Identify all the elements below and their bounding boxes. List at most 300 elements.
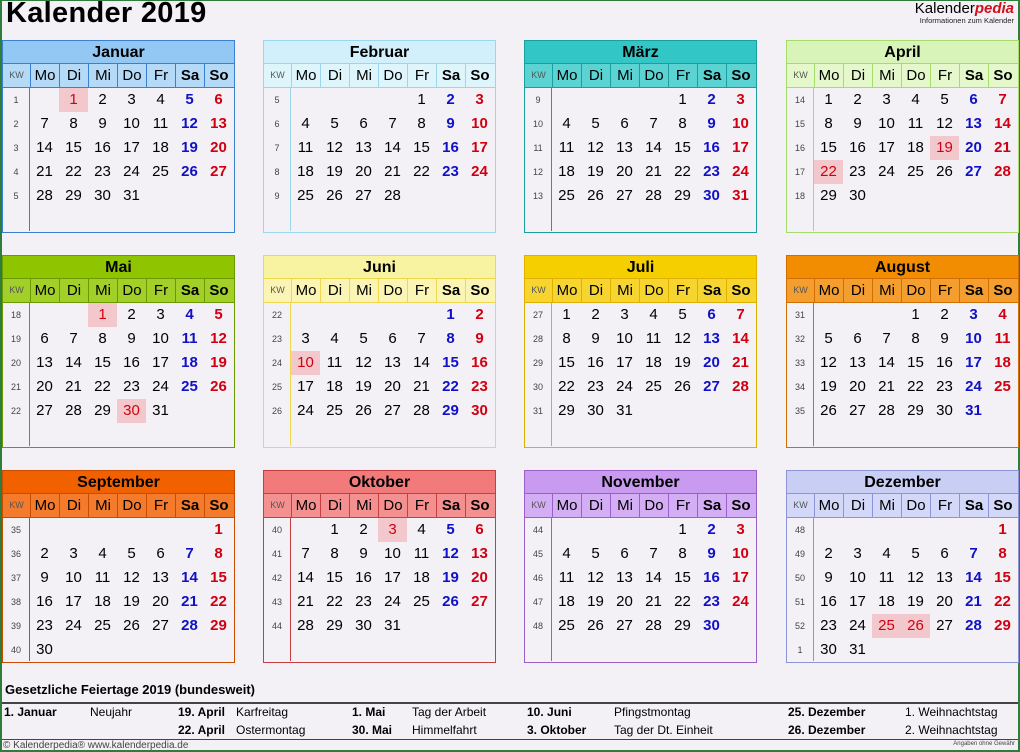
day-cell[interactable]: 16 <box>123 354 140 371</box>
day-cell[interactable]: 22 <box>674 163 691 180</box>
day-cell[interactable]: 21 <box>413 378 430 395</box>
day-cell[interactable]: 1 <box>678 91 687 108</box>
day-cell[interactable]: 13 <box>471 545 488 562</box>
day-cell[interactable]: 20 <box>471 569 488 586</box>
day-cell[interactable]: 24 <box>732 593 749 610</box>
day-cell[interactable]: 24 <box>965 378 982 395</box>
day-cell[interactable]: 11 <box>558 569 575 586</box>
day-cell[interactable]: 7 <box>998 91 1007 108</box>
day-cell[interactable]: 2 <box>40 545 49 562</box>
day-cell[interactable]: 24 <box>384 593 401 610</box>
day-cell[interactable]: 23 <box>94 163 111 180</box>
day-cell[interactable]: 9 <box>707 115 716 132</box>
day-cell[interactable]: 4 <box>562 545 571 562</box>
day-cell[interactable]: 13 <box>616 139 633 156</box>
day-cell[interactable]: 3 <box>620 306 629 323</box>
day-cell[interactable]: 23 <box>36 617 53 634</box>
day-cell[interactable]: 7 <box>388 115 397 132</box>
day-cell[interactable]: 27 <box>471 593 488 610</box>
day-cell[interactable]: 18 <box>645 354 662 371</box>
day-cell[interactable]: 3 <box>156 306 165 323</box>
day-cell[interactable]: 2 <box>707 91 716 108</box>
day-cell[interactable]: 28 <box>413 402 430 419</box>
day-cell[interactable]: 12 <box>181 115 198 132</box>
day-cell[interactable]: 7 <box>969 545 978 562</box>
day-cell[interactable]: 19 <box>210 354 227 371</box>
day-cell[interactable]: 2 <box>127 306 136 323</box>
day-cell[interactable]: 5 <box>214 306 223 323</box>
day-cell[interactable]: 17 <box>965 354 982 371</box>
day-cell[interactable]: 30 <box>94 187 111 204</box>
day-cell[interactable]: 26 <box>674 378 691 395</box>
day-cell[interactable]: 9 <box>40 569 49 586</box>
day-cell[interactable]: 22 <box>558 378 575 395</box>
day-cell[interactable]: 5 <box>678 306 687 323</box>
day-cell[interactable]: 22 <box>210 593 227 610</box>
day-cell[interactable]: 5 <box>940 91 949 108</box>
day-cell[interactable]: 24 <box>878 163 895 180</box>
day-cell[interactable]: 15 <box>413 139 430 156</box>
day-cell[interactable]: 17 <box>616 354 633 371</box>
day-cell[interactable]: 4 <box>330 330 339 347</box>
day-cell[interactable]: 30 <box>936 402 953 419</box>
day-cell[interactable]: 11 <box>413 545 430 562</box>
day-cell[interactable]: 14 <box>36 139 53 156</box>
day-cell[interactable]: 11 <box>181 330 198 347</box>
day-cell[interactable]: 11 <box>558 139 575 156</box>
day-cell[interactable]: 5 <box>330 115 339 132</box>
day-cell[interactable]: 30 <box>355 617 372 634</box>
day-cell[interactable]: 5 <box>824 330 833 347</box>
day-cell[interactable]: 25 <box>413 593 430 610</box>
day-cell[interactable]: 4 <box>185 306 194 323</box>
day-cell[interactable]: 2 <box>940 306 949 323</box>
day-cell[interactable]: 17 <box>384 569 401 586</box>
day-cell[interactable]: 31 <box>123 187 140 204</box>
day-cell[interactable]: 7 <box>185 545 194 562</box>
day-cell[interactable]: 26 <box>326 187 343 204</box>
day-cell[interactable]: 2 <box>98 91 107 108</box>
day-cell[interactable]: 18 <box>152 139 169 156</box>
day-cell[interactable]: 21 <box>645 593 662 610</box>
day-cell[interactable]: 24 <box>849 617 866 634</box>
day-cell[interactable]: 10 <box>384 545 401 562</box>
day-cell[interactable]: 8 <box>69 115 78 132</box>
day-cell[interactable]: 19 <box>820 378 837 395</box>
day-cell[interactable]: 8 <box>214 545 223 562</box>
day-cell[interactable]: 6 <box>620 545 629 562</box>
day-cell[interactable]: 4 <box>649 306 658 323</box>
day-cell[interactable]: 23 <box>936 378 953 395</box>
day-cell[interactable]: 22 <box>65 163 82 180</box>
day-cell[interactable]: 17 <box>297 378 314 395</box>
day-cell[interactable]: 7 <box>649 115 658 132</box>
day-cell[interactable]: 16 <box>442 139 459 156</box>
day-cell[interactable]: 2 <box>446 91 455 108</box>
day-cell[interactable]: 24 <box>471 163 488 180</box>
day-cell[interactable]: 22 <box>907 378 924 395</box>
day-cell[interactable]: 6 <box>388 330 397 347</box>
day-cell[interactable]: 18 <box>326 378 343 395</box>
day-cell[interactable]: 21 <box>36 163 53 180</box>
day-cell[interactable]: 2 <box>475 306 484 323</box>
day-cell[interactable]: 13 <box>616 569 633 586</box>
day-cell[interactable]: 14 <box>645 569 662 586</box>
day-cell[interactable]: 6 <box>707 306 716 323</box>
day-cell[interactable]: 14 <box>732 330 749 347</box>
day-cell[interactable]: 1 <box>214 521 223 538</box>
day-cell[interactable]: 17 <box>732 139 749 156</box>
day-cell[interactable]: 16 <box>936 354 953 371</box>
day-cell[interactable]: 11 <box>297 139 314 156</box>
day-cell[interactable]: 10 <box>123 115 140 132</box>
day-cell[interactable]: 7 <box>301 545 310 562</box>
day-cell[interactable]: 19 <box>181 139 198 156</box>
day-cell[interactable]: 9 <box>127 330 136 347</box>
day-cell[interactable]: 29 <box>210 617 227 634</box>
day-cell[interactable]: 28 <box>297 617 314 634</box>
day-cell[interactable]: 1 <box>998 521 1007 538</box>
day-cell[interactable]: 20 <box>36 378 53 395</box>
day-cell[interactable]: 24 <box>616 378 633 395</box>
day-cell[interactable]: 10 <box>849 569 866 586</box>
day-cell[interactable]: 14 <box>297 569 314 586</box>
day-cell[interactable]: 4 <box>156 91 165 108</box>
day-cell[interactable]: 7 <box>417 330 426 347</box>
day-cell[interactable]: 19 <box>326 163 343 180</box>
day-cell[interactable]: 4 <box>911 91 920 108</box>
day-cell[interactable]: 28 <box>36 187 53 204</box>
day-cell[interactable]: 23 <box>703 593 720 610</box>
day-cell[interactable]: 20 <box>965 139 982 156</box>
day-cell[interactable]: 19 <box>907 593 924 610</box>
day-cell[interactable]: 4 <box>998 306 1007 323</box>
day-cell[interactable]: 28 <box>878 402 895 419</box>
day-cell[interactable]: 14 <box>878 354 895 371</box>
kalenderpedia-logo[interactable] <box>915 1 1014 25</box>
day-cell[interactable]: 19 <box>674 354 691 371</box>
day-cell[interactable]: 26 <box>936 163 953 180</box>
day-cell[interactable]: 8 <box>330 545 339 562</box>
day-cell[interactable]: 16 <box>471 354 488 371</box>
day-cell[interactable]: 27 <box>384 402 401 419</box>
day-cell[interactable]: 31 <box>616 402 633 419</box>
day-cell[interactable]: 2 <box>853 91 862 108</box>
day-cell[interactable]: 22 <box>994 593 1011 610</box>
day-cell[interactable]: 19 <box>587 163 604 180</box>
day-cell[interactable]: 3 <box>69 545 78 562</box>
day-cell[interactable]: 21 <box>65 378 82 395</box>
day-cell[interactable]: 14 <box>181 569 198 586</box>
day-cell[interactable]: 19 <box>355 378 372 395</box>
day-cell[interactable]: 6 <box>940 545 949 562</box>
day-cell[interactable]: 16 <box>36 593 53 610</box>
day-cell[interactable]: 20 <box>616 163 633 180</box>
day-cell[interactable]: 10 <box>152 330 169 347</box>
day-cell[interactable]: 3 <box>736 521 745 538</box>
day-cell[interactable]: 30 <box>117 399 146 423</box>
day-cell[interactable]: 3 <box>378 518 407 542</box>
day-cell[interactable]: 17 <box>152 354 169 371</box>
day-cell[interactable]: 18 <box>297 163 314 180</box>
day-cell[interactable]: 3 <box>475 91 484 108</box>
day-cell[interactable]: 24 <box>123 163 140 180</box>
day-cell[interactable]: 13 <box>210 115 227 132</box>
day-cell[interactable]: 5 <box>911 545 920 562</box>
day-cell[interactable]: 10 <box>965 330 982 347</box>
day-cell[interactable]: 1 <box>417 91 426 108</box>
day-cell[interactable]: 4 <box>98 545 107 562</box>
day-cell[interactable]: 13 <box>965 115 982 132</box>
day-cell[interactable]: 15 <box>994 569 1011 586</box>
day-cell[interactable]: 16 <box>703 139 720 156</box>
day-cell[interactable]: 26 <box>181 163 198 180</box>
day-cell[interactable]: 25 <box>94 617 111 634</box>
day-cell[interactable]: 12 <box>123 569 140 586</box>
day-cell[interactable]: 27 <box>616 187 633 204</box>
day-cell[interactable]: 18 <box>994 354 1011 371</box>
day-cell[interactable]: 9 <box>446 115 455 132</box>
day-cell[interactable]: 8 <box>998 545 1007 562</box>
day-cell[interactable]: 7 <box>736 306 745 323</box>
day-cell[interactable]: 26 <box>901 614 930 638</box>
day-cell[interactable]: 16 <box>355 569 372 586</box>
day-cell[interactable]: 25 <box>326 402 343 419</box>
day-cell[interactable]: 20 <box>355 163 372 180</box>
day-cell[interactable]: 6 <box>214 91 223 108</box>
day-cell[interactable]: 13 <box>384 354 401 371</box>
day-cell[interactable]: 30 <box>703 617 720 634</box>
day-cell[interactable]: 18 <box>181 354 198 371</box>
day-cell[interactable]: 1 <box>446 306 455 323</box>
day-cell[interactable]: 12 <box>820 354 837 371</box>
day-cell[interactable]: 16 <box>703 569 720 586</box>
day-cell[interactable]: 13 <box>36 354 53 371</box>
day-cell[interactable]: 25 <box>181 378 198 395</box>
day-cell[interactable]: 15 <box>820 139 837 156</box>
day-cell[interactable]: 9 <box>824 569 833 586</box>
day-cell[interactable]: 12 <box>674 330 691 347</box>
day-cell[interactable]: 30 <box>820 641 837 658</box>
day-cell[interactable]: 3 <box>853 545 862 562</box>
day-cell[interactable]: 8 <box>678 545 687 562</box>
day-cell[interactable]: 15 <box>674 569 691 586</box>
day-cell[interactable]: 15 <box>907 354 924 371</box>
day-cell[interactable]: 24 <box>732 163 749 180</box>
day-cell[interactable]: 31 <box>384 617 401 634</box>
day-cell[interactable]: 25 <box>152 163 169 180</box>
day-cell[interactable]: 8 <box>911 330 920 347</box>
day-cell[interactable]: 5 <box>591 545 600 562</box>
day-cell[interactable]: 3 <box>882 91 891 108</box>
day-cell[interactable]: 29 <box>674 187 691 204</box>
copyright[interactable]: © Kalenderpedia® www.kalenderpedia.de <box>3 740 189 751</box>
day-cell[interactable]: 5 <box>185 91 194 108</box>
day-cell[interactable]: 29 <box>820 187 837 204</box>
day-cell[interactable]: 5 <box>359 330 368 347</box>
day-cell[interactable]: 25 <box>872 614 901 638</box>
day-cell[interactable]: 31 <box>849 641 866 658</box>
day-cell[interactable]: 21 <box>297 593 314 610</box>
day-cell[interactable]: 18 <box>558 593 575 610</box>
day-cell[interactable]: 10 <box>732 545 749 562</box>
day-cell[interactable]: 1 <box>824 91 833 108</box>
day-cell[interactable]: 12 <box>587 139 604 156</box>
day-cell[interactable]: 6 <box>359 115 368 132</box>
day-cell[interactable]: 24 <box>297 402 314 419</box>
day-cell[interactable]: 26 <box>355 402 372 419</box>
day-cell[interactable]: 17 <box>878 139 895 156</box>
day-cell[interactable]: 23 <box>849 163 866 180</box>
day-cell[interactable]: 12 <box>210 330 227 347</box>
day-cell[interactable]: 9 <box>707 545 716 562</box>
day-cell[interactable]: 23 <box>442 163 459 180</box>
day-cell[interactable]: 23 <box>123 378 140 395</box>
day-cell[interactable]: 20 <box>936 593 953 610</box>
day-cell[interactable]: 19 <box>930 136 959 160</box>
day-cell[interactable]: 4 <box>417 521 426 538</box>
day-cell[interactable]: 8 <box>446 330 455 347</box>
day-cell[interactable]: 13 <box>703 330 720 347</box>
day-cell[interactable]: 16 <box>94 139 111 156</box>
day-cell[interactable]: 22 <box>814 160 843 184</box>
day-cell[interactable]: 25 <box>645 378 662 395</box>
day-cell[interactable]: 14 <box>65 354 82 371</box>
day-cell[interactable]: 21 <box>732 354 749 371</box>
day-cell[interactable]: 25 <box>558 617 575 634</box>
day-cell[interactable]: 23 <box>355 593 372 610</box>
day-cell[interactable]: 3 <box>301 330 310 347</box>
day-cell[interactable]: 19 <box>587 593 604 610</box>
day-cell[interactable]: 1 <box>562 306 571 323</box>
day-cell[interactable]: 7 <box>69 330 78 347</box>
day-cell[interactable]: 1 <box>678 521 687 538</box>
day-cell[interactable]: 16 <box>587 354 604 371</box>
day-cell[interactable]: 21 <box>384 163 401 180</box>
day-cell[interactable]: 15 <box>674 139 691 156</box>
day-cell[interactable]: 28 <box>181 617 198 634</box>
day-cell[interactable]: 9 <box>591 330 600 347</box>
day-cell[interactable]: 12 <box>907 569 924 586</box>
day-cell[interactable]: 27 <box>849 402 866 419</box>
day-cell[interactable]: 30 <box>471 402 488 419</box>
day-cell[interactable]: 11 <box>94 569 111 586</box>
day-cell[interactable]: 20 <box>210 139 227 156</box>
day-cell[interactable]: 29 <box>326 617 343 634</box>
day-cell[interactable]: 8 <box>562 330 571 347</box>
day-cell[interactable]: 19 <box>442 569 459 586</box>
day-cell[interactable]: 29 <box>674 617 691 634</box>
day-cell[interactable]: 19 <box>123 593 140 610</box>
day-cell[interactable]: 17 <box>732 569 749 586</box>
day-cell[interactable]: 9 <box>475 330 484 347</box>
day-cell[interactable]: 21 <box>965 593 982 610</box>
day-cell[interactable]: 9 <box>940 330 949 347</box>
day-cell[interactable]: 25 <box>907 163 924 180</box>
day-cell[interactable]: 17 <box>849 593 866 610</box>
day-cell[interactable]: 24 <box>152 378 169 395</box>
day-cell[interactable]: 30 <box>849 187 866 204</box>
day-cell[interactable]: 26 <box>210 378 227 395</box>
day-cell[interactable]: 27 <box>703 378 720 395</box>
day-cell[interactable]: 26 <box>587 617 604 634</box>
day-cell[interactable]: 1 <box>88 303 117 327</box>
day-cell[interactable]: 23 <box>820 617 837 634</box>
day-cell[interactable]: 25 <box>558 187 575 204</box>
day-cell[interactable]: 30 <box>703 187 720 204</box>
day-cell[interactable]: 17 <box>65 593 82 610</box>
day-cell[interactable]: 20 <box>703 354 720 371</box>
day-cell[interactable]: 26 <box>820 402 837 419</box>
day-cell[interactable]: 10 <box>471 115 488 132</box>
day-cell[interactable]: 29 <box>558 402 575 419</box>
day-cell[interactable]: 6 <box>620 115 629 132</box>
day-cell[interactable]: 28 <box>384 187 401 204</box>
day-cell[interactable]: 7 <box>649 545 658 562</box>
day-cell[interactable]: 1 <box>330 521 339 538</box>
day-cell[interactable]: 12 <box>355 354 372 371</box>
day-cell[interactable]: 26 <box>123 617 140 634</box>
day-cell[interactable]: 15 <box>210 569 227 586</box>
day-cell[interactable]: 3 <box>736 91 745 108</box>
day-cell[interactable]: 21 <box>878 378 895 395</box>
day-cell[interactable]: 12 <box>587 569 604 586</box>
day-cell[interactable]: 23 <box>587 378 604 395</box>
day-cell[interactable]: 10 <box>291 351 320 375</box>
day-cell[interactable]: 20 <box>616 593 633 610</box>
day-cell[interactable]: 8 <box>98 330 107 347</box>
day-cell[interactable]: 26 <box>587 187 604 204</box>
day-cell[interactable]: 31 <box>152 402 169 419</box>
day-cell[interactable]: 18 <box>907 139 924 156</box>
day-cell[interactable]: 6 <box>475 521 484 538</box>
day-cell[interactable]: 1 <box>911 306 920 323</box>
day-cell[interactable]: 15 <box>442 354 459 371</box>
day-cell[interactable]: 27 <box>210 163 227 180</box>
day-cell[interactable]: 11 <box>645 330 662 347</box>
day-cell[interactable]: 30 <box>587 402 604 419</box>
day-cell[interactable]: 28 <box>65 402 82 419</box>
day-cell[interactable]: 6 <box>853 330 862 347</box>
day-cell[interactable]: 22 <box>413 163 430 180</box>
day-cell[interactable]: 21 <box>181 593 198 610</box>
day-cell[interactable]: 29 <box>907 402 924 419</box>
day-cell[interactable]: 4 <box>562 115 571 132</box>
day-cell[interactable]: 9 <box>359 545 368 562</box>
day-cell[interactable]: 29 <box>994 617 1011 634</box>
day-cell[interactable]: 21 <box>994 139 1011 156</box>
day-cell[interactable]: 13 <box>849 354 866 371</box>
day-cell[interactable]: 5 <box>127 545 136 562</box>
day-cell[interactable]: 8 <box>417 115 426 132</box>
day-cell[interactable]: 13 <box>936 569 953 586</box>
day-cell[interactable]: 21 <box>645 163 662 180</box>
day-cell[interactable]: 14 <box>965 569 982 586</box>
day-cell[interactable]: 25 <box>994 378 1011 395</box>
day-cell[interactable]: 6 <box>156 545 165 562</box>
day-cell[interactable]: 28 <box>645 617 662 634</box>
day-cell[interactable]: 15 <box>558 354 575 371</box>
day-cell[interactable]: 17 <box>471 139 488 156</box>
day-cell[interactable]: 2 <box>591 306 600 323</box>
day-cell[interactable]: 27 <box>152 617 169 634</box>
day-cell[interactable]: 18 <box>94 593 111 610</box>
day-cell[interactable]: 23 <box>703 163 720 180</box>
day-cell[interactable]: 29 <box>65 187 82 204</box>
day-cell[interactable]: 8 <box>824 115 833 132</box>
day-cell[interactable]: 27 <box>616 617 633 634</box>
day-cell[interactable]: 15 <box>326 569 343 586</box>
